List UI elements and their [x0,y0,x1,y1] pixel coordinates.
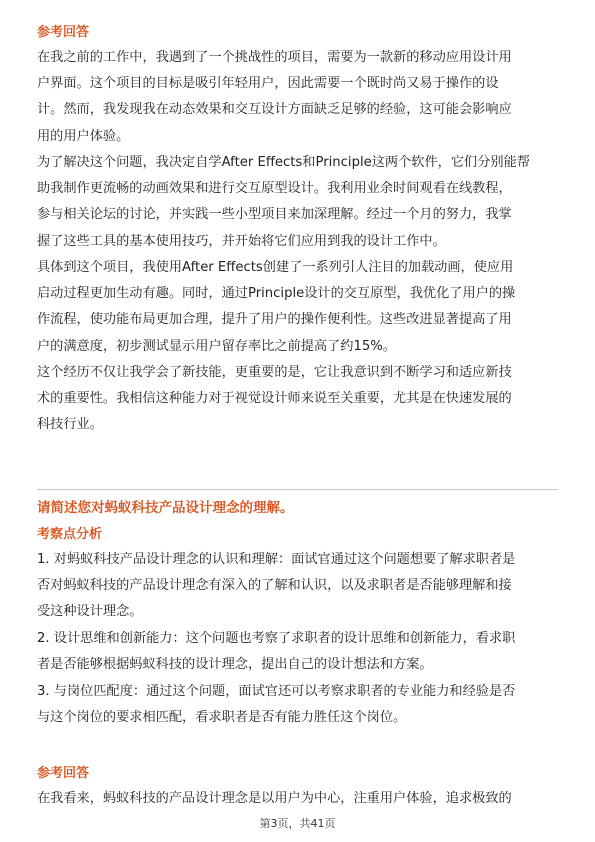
text-line: 3. 与岗位匹配度：通过这个问题，面试官还可以考察求职者的专业能力和经验是否 [37,684,516,699]
text-line: 2. 设计思维和创新能力：这个问题也考察了求职者的设计思维和创新能力，看求职 [37,631,516,646]
text-line: 户的满意度，初步测试显示用户留存率比之前提高了约15%。 [37,338,396,354]
text-line: 启动过程更加生动有趣。同时，通过Principle设计的交互原型，我优化了用户的操 [37,286,516,302]
text-line: 参与相关论坛的讨论，并实践一些小型项目来加深理解。经过一个月的努力，我掌 [37,207,512,223]
text-line: 在我之前的工作中，我遇到了一个挑战性的项目，需要为一款新的移动应用设计用 [37,50,512,65]
text-line: 作流程，使功能布局更加合理，提升了用户的操作便利性。这些改进显著提高了用 [37,312,512,328]
text-line: 用的用户体验。 [37,128,130,144]
answer-1-paragraph-2 [37,150,558,255]
text-line: 与这个岗位的要求相匹配，看求职者是否有能力胜任这个岗位。 [37,710,407,726]
text-line: 者是否能够根据蚂蚁科技的设计理念，提出自己的设计想法和方案。 [37,657,433,673]
analysis-point-3 [37,679,558,731]
text-line: 受这种设计理念。 [37,604,143,620]
text-line: 户界面。这个项目的目标是吸引年轻用户，因此需要一个既时尚又易于操作的设 [37,76,499,92]
analysis-label: 考察点分析 [37,527,103,542]
analysis-point-2 [37,626,558,678]
page-footer: 第3页，共41页 [259,817,336,830]
text-line: 术的重要性。我相信这种能力对于视觉设计师来说至关重要，尤其是在快速发展的 [37,391,512,407]
question-title: 请简述您对蚂蚁科技产品设计理念的理解。 [37,500,294,516]
text-line: 计。然而，我发现我在动态效果和交互设计方面缺乏足够的经验，这可能会影响应 [37,102,512,118]
text-line: 握了这些工具的基本使用技巧，并开始将它们应用到我的设计工作中。 [37,233,446,249]
section-divider [37,489,558,490]
text-line: 具体到这个项目，我使用After Effects创建了一系列引人注目的加载动画，使应用 [37,260,514,275]
answer-1-paragraph-1 [37,45,558,150]
text-line: 在我看来，蚂蚁科技的产品设计理念是以用户为中心，注重用户体验，追求极致的 [37,791,512,806]
answer-1-paragraph-3 [37,255,558,360]
answer-label-2: 参考回答 [37,766,90,781]
text-line: 科技行业。 [37,417,103,433]
text-line: 否对蚂蚁科技的产品设计理念有深入的了解和认识，以及求职者是否能够理解和接 [37,578,512,594]
answer-2-paragraph-1 [37,786,558,812]
text-line: 1. 对蚂蚁科技产品设计理念的认识和理解：面试官通过这个问题想要了解求职者是 [37,552,516,567]
analysis-point-1 [37,547,558,626]
answer-label-1: 参考回答 [37,25,90,40]
text-line: 这个经历不仅让我学会了新技能，更重要的是，它让我意识到不断学习和适应新技 [37,365,512,380]
answer-1-paragraph-4 [37,360,558,439]
text-line: 助我制作更流畅的动画效果和进行交互原型设计。我利用业余时间观看在线教程， [37,181,512,197]
text-line: 为了解决这个问题，我决定自学After Effects和Principle这两个软件，它们分别能帮 [37,155,530,170]
